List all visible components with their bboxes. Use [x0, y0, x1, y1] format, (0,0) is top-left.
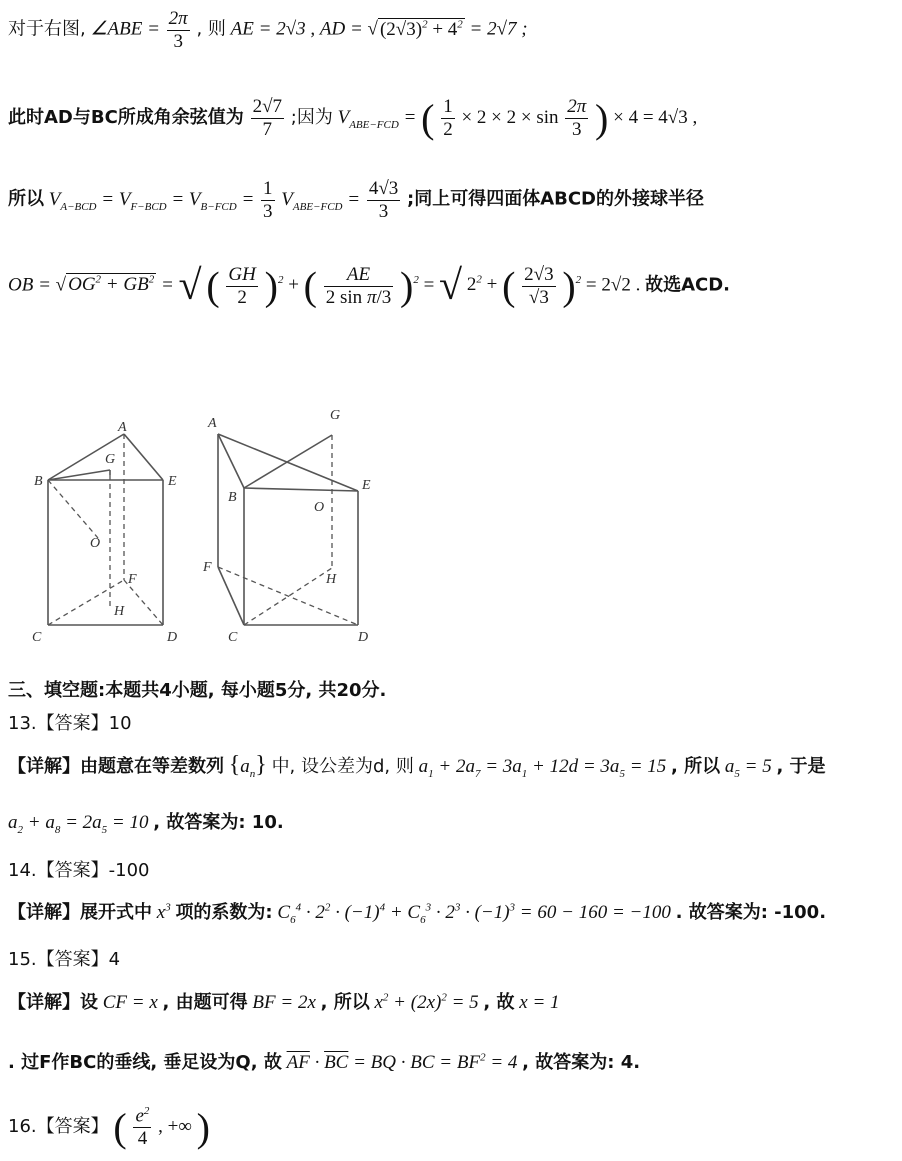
section-title: 三、填空题:本题共4小题, 每小题5分, 共20分. [8, 680, 387, 701]
paren-close: ) [562, 263, 576, 309]
figure-label: B [228, 490, 237, 505]
fraction-2sqrt7-7: $\frac{2√7}{7}$ [252, 96, 282, 140]
right-prism-labels [202, 408, 371, 645]
figure-label: E [362, 478, 371, 493]
q15-detail-2 [8, 1048, 640, 1074]
text: 故选ACD. [645, 274, 730, 296]
figure-label: G [330, 408, 341, 423]
math: $a_5 = 5$ [724, 756, 772, 780]
volume-chain: $V_{A-BCD} = V_{F-BCD} = V_{B-FCD}$ = [48, 188, 255, 213]
math: AE = 2√3 , [230, 18, 316, 40]
text: . 故答案为: -100. [675, 902, 827, 923]
figure-label: C [228, 630, 238, 645]
text: , 故答案为: 10. [153, 812, 284, 833]
text: , 故 [483, 992, 515, 1013]
math: $a_1 + 2a_7 = 3a_1 + 12d = 3a_5 = 15$ [418, 756, 667, 780]
text: 对于右图, [8, 18, 86, 40]
text: , 由题可得 [162, 992, 248, 1013]
figure-label: B [34, 474, 43, 489]
math: $\overline{AF} \cdot \overline{BC}$ = BQ · BC = $BF^2 = 4$ [286, 1051, 518, 1073]
text: , 故答案为: 4. [522, 1052, 641, 1073]
math: $C_6^4 \cdot 2^2 \cdot (-1)^4 + C_6^3 \cdot 2^3 \cdot (-1)^3 = 60 - 160 = -100$ [277, 901, 671, 926]
math: + [288, 274, 299, 296]
math: × 2 × 2 × sin [461, 106, 559, 128]
text: , 所以 [320, 992, 370, 1013]
text: 【详解】由题意在等差数列 [8, 756, 224, 777]
figure-label: F [203, 560, 212, 575]
solution-line-1 [8, 8, 528, 53]
text: 中, 设公差为d, 则 [271, 756, 414, 777]
math: = 2√2 . [585, 274, 641, 296]
math: CF = x [102, 992, 158, 1013]
figure-label: H [114, 604, 125, 619]
q13-detail [8, 752, 826, 780]
math: $x^2 + (2x)^2 = 5$ [374, 991, 479, 1013]
solution-line-2 [8, 95, 697, 142]
paren-close: ) [595, 96, 609, 141]
paren-open: ( [206, 263, 220, 309]
sqrt-og-gb: √ $OG^2 + GB^2$ = [55, 274, 174, 296]
figure-label: D [358, 630, 369, 645]
math: x = 1 [519, 992, 560, 1013]
figure-label: H [326, 572, 337, 587]
fraction-2pi-3: $\frac{2\pi}{3}$ [567, 96, 587, 140]
paren-open: ( [113, 1105, 127, 1150]
text: 【详解】展开式中 [8, 902, 152, 923]
text: , 则 [196, 18, 226, 40]
text: , 于是 [776, 756, 826, 777]
text: ;因为 [290, 106, 333, 128]
big-radical: √ [439, 263, 463, 309]
fraction-1-3: $\frac{1}{3}$ [263, 178, 273, 222]
q16-answer [8, 1104, 210, 1151]
text: 【详解】设 [8, 992, 98, 1013]
right-prism [218, 434, 358, 625]
figure-label: A [208, 416, 217, 431]
text: 此时AD与BC所成角余弦值为 [8, 106, 244, 128]
text: , 所以 [671, 756, 721, 777]
q13-detail-2 [8, 808, 284, 836]
math: = [423, 274, 435, 296]
fraction-4sqrt3-3: $\frac{4√3}{3}$ [368, 178, 399, 222]
fraction-gh-2: $\frac{GH}{2}$ [228, 263, 256, 308]
figure-label: D [167, 630, 178, 645]
left-prism-labels [32, 420, 177, 645]
text: . 过F作BC的垂线, 垂足设为Q, 故 [8, 1052, 282, 1073]
math: BF = 2x [252, 992, 316, 1013]
fraction-1-2: $\frac{1}{2}$ [443, 96, 453, 140]
paren-close: ) [196, 1105, 210, 1150]
math: , +∞ [158, 1115, 192, 1137]
math: $x^3$ [156, 901, 171, 923]
big-radical: √ [178, 263, 202, 309]
math: OB = [8, 274, 51, 296]
math: $a_2 + a_8 = 2a_5 = 10$ [8, 812, 149, 836]
sqrt-expression: √ $(2√3)^2 + 4^2$ [367, 18, 463, 40]
solution-line-4: OB = √ $OG^2 + GB^2$ = √ ( $\frac{GH}{2}$ )$^2$ + ( $\frac{AE}{\text{2 sin π/3}}$ )$^2$ = √ $2^2$ + ( $\frac{2√3}{√3}$ )$^2$ = 2√2 . 故选ACD. [8, 263, 730, 309]
math: × 4 = 4√3 , [613, 106, 698, 128]
figure-label: G [105, 452, 116, 467]
figure-label: A [118, 420, 127, 435]
paren-close: ) [400, 263, 414, 309]
q15-answer: 15.【答案】4 [8, 949, 121, 970]
volume-symbol: $V_{ABE-FCD}$ = [337, 106, 417, 131]
figure-label: O [90, 536, 101, 551]
math: $2^2$ + [466, 274, 498, 296]
figure-label: C [32, 630, 42, 645]
math: ∠ABE = [90, 18, 160, 40]
text: 16.【答案】 [8, 1115, 109, 1137]
figure-label: O [314, 500, 325, 515]
text: ;同上可得四面体ABCD的外接球半径 [407, 188, 704, 210]
q14-detail [8, 898, 826, 926]
fraction-e2-4: $\frac{e^2}{4}$ [135, 1104, 150, 1150]
figure-label: E [168, 474, 177, 489]
paren-open: ( [502, 263, 516, 309]
q13-answer: 13.【答案】10 [8, 713, 132, 734]
paren-open: ( [303, 263, 317, 309]
solution-line-3 [8, 178, 704, 223]
paren-open: ( [421, 96, 435, 141]
text: 项的系数为: [175, 902, 273, 923]
figure-label: F [128, 572, 137, 587]
fraction-2pi-3: $\frac{2\pi}{3}$ [168, 8, 188, 52]
math: = 2√7 ; [469, 18, 528, 40]
volume-symbol: $V_{ABE-FCD}$ = [281, 188, 361, 213]
q15-detail [8, 988, 560, 1014]
text: 所以 [8, 188, 44, 210]
fraction-ae-2sin: $\frac{AE}{\text{2 sin π/3}}$ [325, 263, 392, 308]
math: AD = [319, 18, 363, 40]
paren-close: ) [264, 263, 278, 309]
fraction-2sqrt3-sqrt3: $\frac{2√3}{√3}$ [524, 263, 554, 308]
prism-figures [20, 405, 400, 650]
q14-answer: 14.【答案】-100 [8, 860, 150, 881]
sequence-symbol: $\{a_n\}$ [228, 752, 267, 780]
